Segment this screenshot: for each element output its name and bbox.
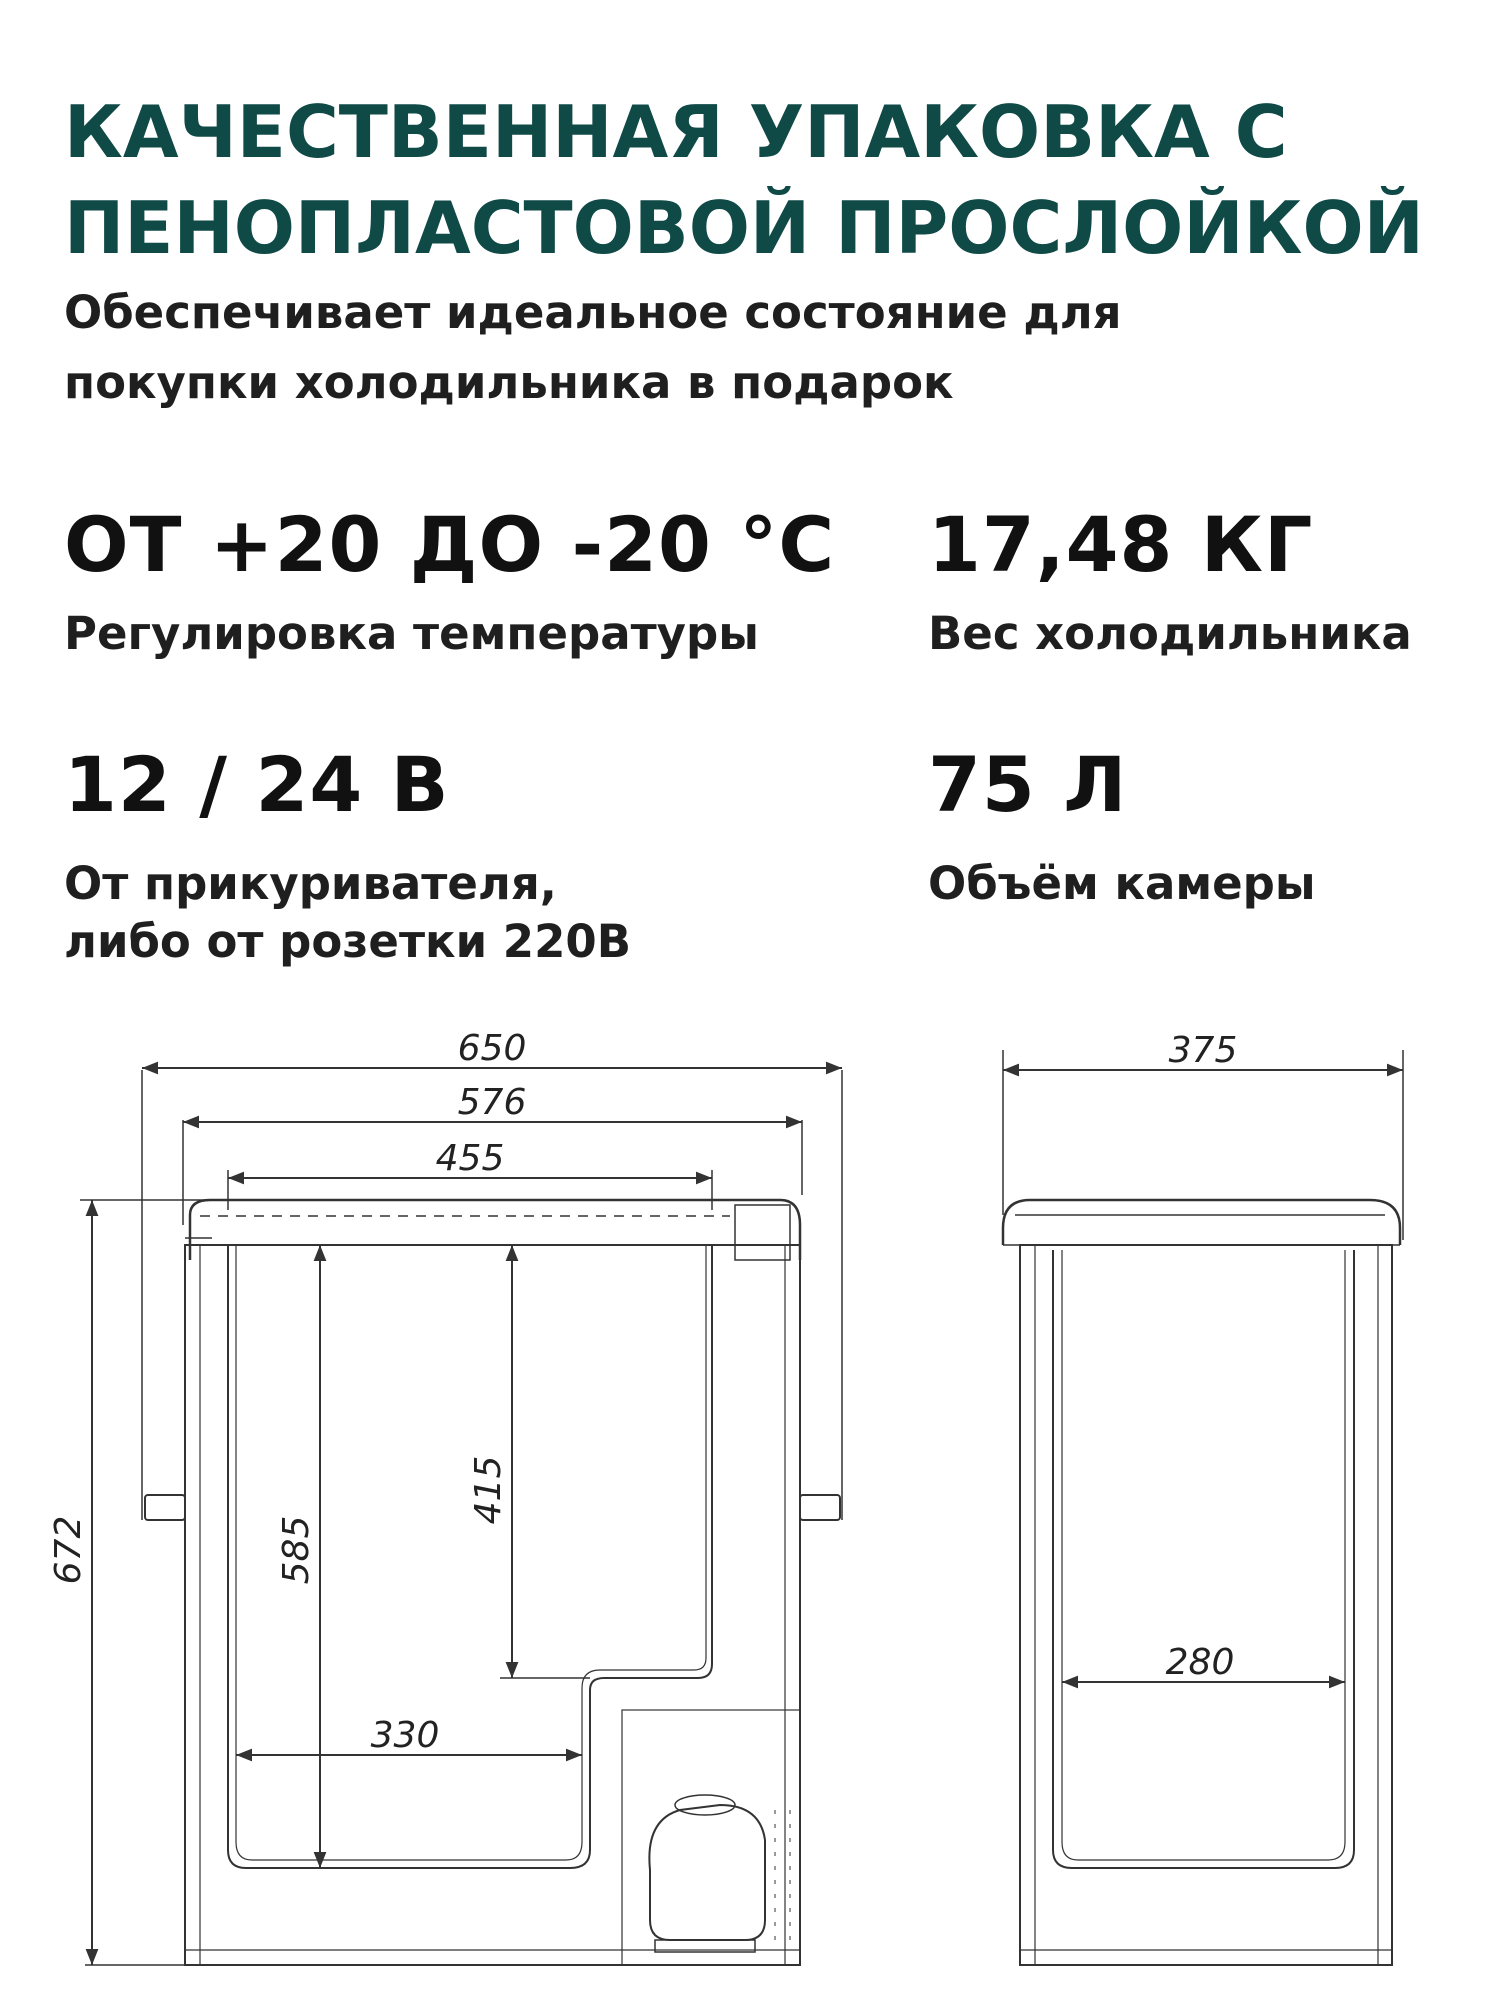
spec-weight [928, 500, 1412, 663]
dim-label-375: 375 [1168, 1030, 1238, 1071]
dim-label-455: 455 [435, 1138, 505, 1179]
spec-voltage [64, 740, 632, 971]
side-view [1003, 1050, 1403, 1965]
spec-voltage-label-1: От прикуривателя, [64, 857, 557, 910]
headline-line-1: КАЧЕСТВЕННАЯ УПАКОВКА С [64, 90, 1288, 174]
spec-weight-label: Вес холодильника [928, 607, 1412, 660]
front-view [80, 1068, 842, 1965]
spec-temperature-label: Регулировка температуры [64, 607, 759, 660]
subtitle-line-2: покупки холодильника в подарок [64, 356, 954, 409]
subtitle-line-1: Обеспечивает идеальное состояние для [64, 286, 1122, 339]
dim-label-585: 585 [276, 1515, 317, 1585]
spec-temperature [64, 500, 836, 663]
spec-temperature-value: ОТ +20 ДО -20 °С [64, 500, 836, 589]
dim-label-330: 330 [370, 1715, 440, 1756]
headline-line-2: ПЕНОПЛАСТОВОЙ ПРОСЛОЙКОЙ [64, 186, 1424, 270]
dim-label-415: 415 [468, 1455, 509, 1525]
spec-voltage-value: 12 / 24 В [64, 740, 450, 829]
spec-volume-value: 75 Л [928, 740, 1128, 829]
dim-label-280: 280 [1165, 1642, 1235, 1683]
dim-label-650: 650 [457, 1028, 527, 1069]
spec-volume [928, 740, 1316, 913]
dim-label-672: 672 [48, 1515, 89, 1585]
fridge-dimension-drawing [0, 990, 1500, 1990]
spec-voltage-label-2: либо от розетки 220В [64, 915, 632, 968]
page-subtitle [64, 278, 1364, 418]
spec-volume-label: Объём камеры [928, 857, 1316, 910]
dim-label-576: 576 [457, 1082, 527, 1123]
page-headline [64, 84, 1464, 276]
spec-weight-value: 17,48 КГ [928, 500, 1314, 589]
